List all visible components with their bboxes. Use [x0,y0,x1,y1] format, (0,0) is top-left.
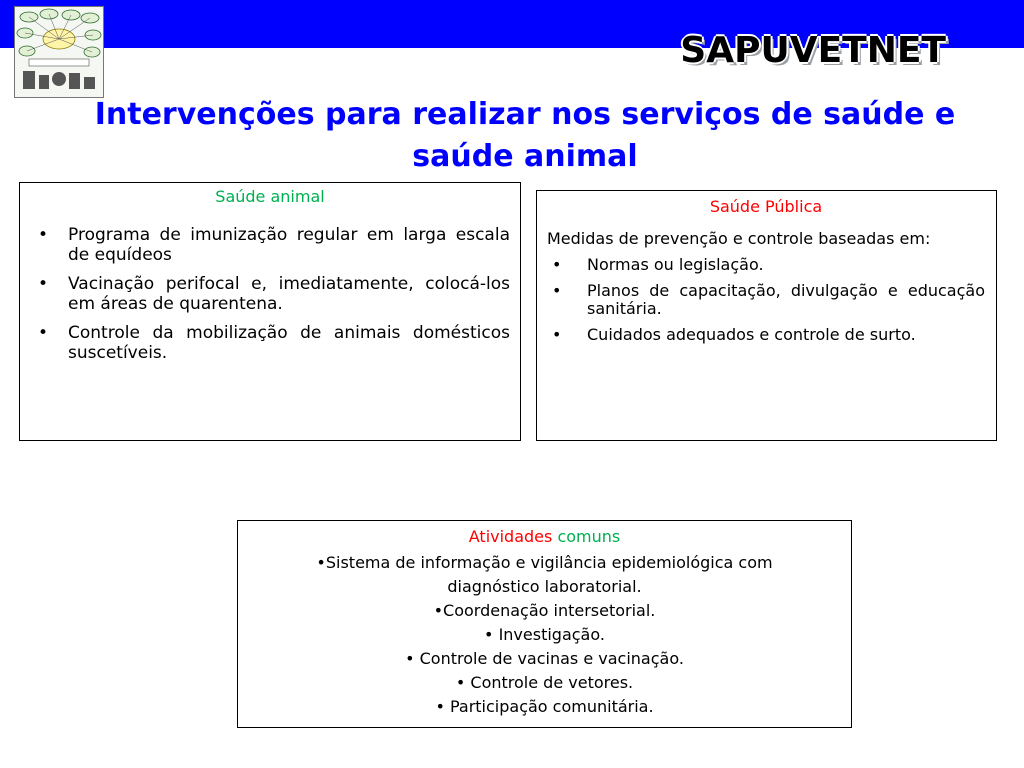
bullet-icon: • [552,255,562,274]
sapuvetnet-logo [14,6,104,98]
list-item: • Programa de imunização regular em larga escala de equídeos [38,225,510,265]
brand-name: SAPUVETNET [680,30,946,71]
bullet-icon: • [38,274,49,294]
list-item: • Investigação. [484,625,605,644]
saude-animal-box [19,182,521,441]
saude-publica-intro: Medidas de prevenção e controle baseadas em: [547,229,931,248]
saude-publica-box [536,190,997,441]
list-item: diagnóstico laboratorial. [447,577,642,596]
logo-diagram-icon [15,7,103,97]
list-item: •Sistema de informação e vigilância epidemiológica com [316,553,773,572]
saude-animal-list [30,225,510,363]
list-item: • Controle da mobilização de animais domésticos suscetíveis. [38,323,510,363]
atividades-comuns-heading: Atividades comuns [468,527,621,546]
saude-animal-heading: Saúde animal [215,187,325,206]
atividades-comuns-box [237,520,852,728]
list-item: • Vacinação perifocal e, imediatamente, colocá-los em áreas de quarentena. [38,274,510,314]
page-title: Intervenções para realizar nos serviços de saúde e saúde animal [94,97,956,174]
saude-publica-list [547,256,985,344]
bullet-icon: • [38,225,49,245]
list-item: • Planos de capacitação, divulgação e educação sanitária. [552,281,985,318]
list-item: • Controle de vacinas e vacinação. [405,649,684,668]
list-item: • Cuidados adequados e controle de surto. [552,325,916,344]
list-item: • Participação comunitária. [435,697,654,716]
list-item: • Controle de vetores. [455,673,634,692]
list-item: • Normas ou legislação. [552,255,764,274]
bullet-icon: • [552,325,562,344]
saude-publica-heading: Saúde Pública [709,197,823,216]
bullet-icon: • [552,281,562,300]
list-item: •Coordenação intersetorial. [433,601,656,620]
bullet-icon: • [38,323,49,343]
